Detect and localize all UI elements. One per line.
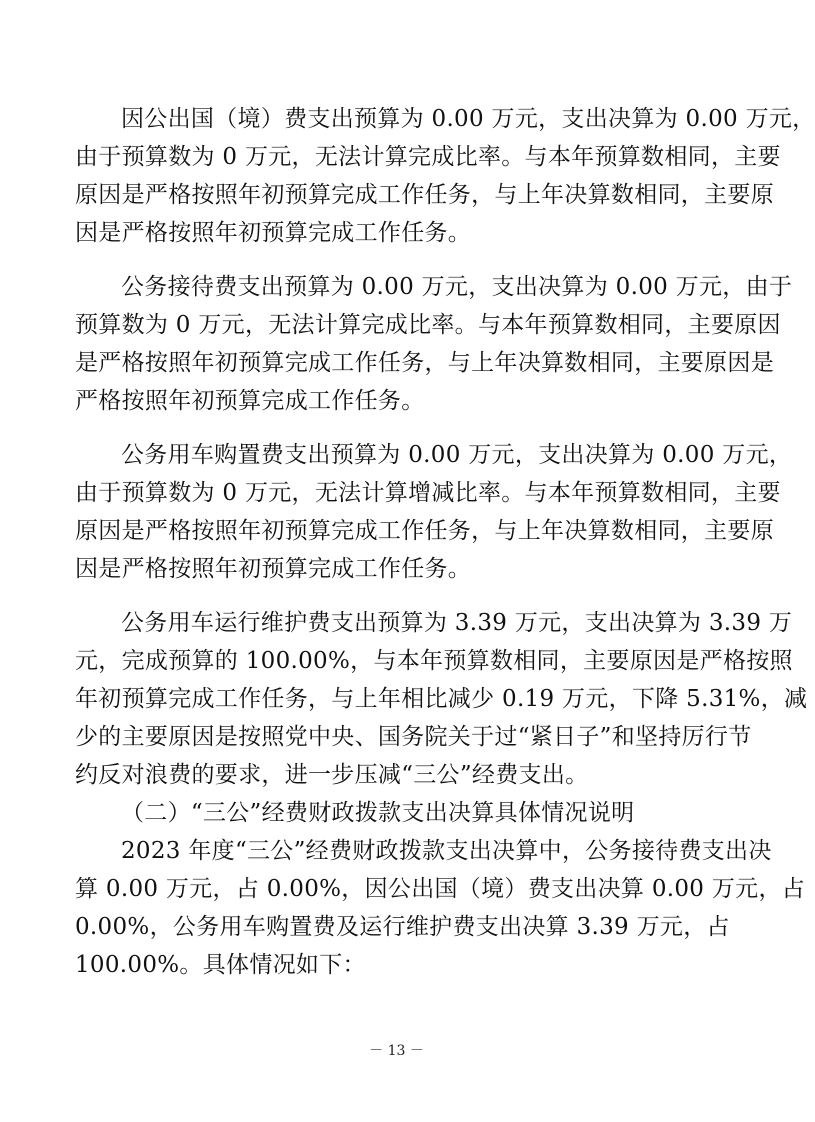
paragraph-line: 因公出国（境）费支出预算为 0.00 万元，支出决算为 0.00 万元， <box>121 106 815 132</box>
paragraph-vehicle-operation <box>75 604 808 794</box>
paragraph-summary <box>75 832 806 984</box>
body-text <box>75 100 815 984</box>
paragraph-line: 年初预算完成工作任务，与上年相比减少 0.19 万元，下降 5.31%，减 <box>75 686 808 712</box>
paragraph-line: 原因是严格按照年初预算完成工作任务，与上年决算数相同，主要原 <box>75 518 774 544</box>
paragraph-line: 元，完成预算的 100.00%，与本年预算数相同，主要原因是严格按照 <box>75 648 793 674</box>
paragraph-line: 公务接待费支出预算为 0.00 万元，支出决算为 0.00 万元，由于 <box>121 274 793 300</box>
paragraph-line: 算 0.00 万元，占 0.00%，因公出国（境）费支出决算 0.00 万元，占 <box>75 876 806 902</box>
paragraph-line: 由于预算数为 0 万元，无法计算完成比率。与本年预算数相同，主要 <box>75 144 781 170</box>
paragraph-line: 严格按照年初预算完成工作任务。 <box>75 388 425 414</box>
paragraph-travel-abroad <box>75 100 815 252</box>
paragraph-line: 原因是严格按照年初预算完成工作任务，与上年决算数相同，主要原 <box>75 182 774 208</box>
paragraph-line: 少的主要原因是按照党中央、国务院关于过“紧日子”和坚持厉行节 <box>75 724 752 750</box>
paragraph-line: 约反对浪费的要求，进一步压减“三公”经费支出。 <box>75 762 589 788</box>
paragraph-vehicle-purchase <box>75 436 793 588</box>
paragraph-line: 100.00%。具体情况如下： <box>75 952 366 978</box>
paragraph-line: 0.00%，公务用车购置费及运行维护费支出决算 3.39 万元，占 <box>75 914 730 940</box>
paragraph-line: 公务用车运行维护费支出预算为 3.39 万元，支出决算为 3.39 万 <box>121 610 793 636</box>
paragraph-line: 预算数为 0 万元，无法计算完成比率。与本年预算数相同，主要原因 <box>75 312 781 338</box>
paragraph-line: 是严格按照年初预算完成工作任务，与上年决算数相同，主要原因是 <box>75 350 774 376</box>
paragraph-reception <box>75 268 793 420</box>
page-number: － 13 － <box>369 1043 424 1059</box>
paragraph-line: 公务用车购置费支出预算为 0.00 万元，支出决算为 0.00 万元， <box>121 442 793 468</box>
paragraph-line: 因是严格按照年初预算完成工作任务。 <box>75 220 472 246</box>
paragraph-line: 由于预算数为 0 万元，无法计算增减比率。与本年预算数相同，主要 <box>75 480 781 506</box>
paragraph-line: 因是严格按照年初预算完成工作任务。 <box>75 556 472 582</box>
section-heading: （二）“三公”经费财政拨款支出决算具体情况说明 <box>121 800 635 826</box>
paragraph-line: 2023 年度“三公”经费财政拨款支出决算中，公务接待费支出决 <box>121 838 772 864</box>
